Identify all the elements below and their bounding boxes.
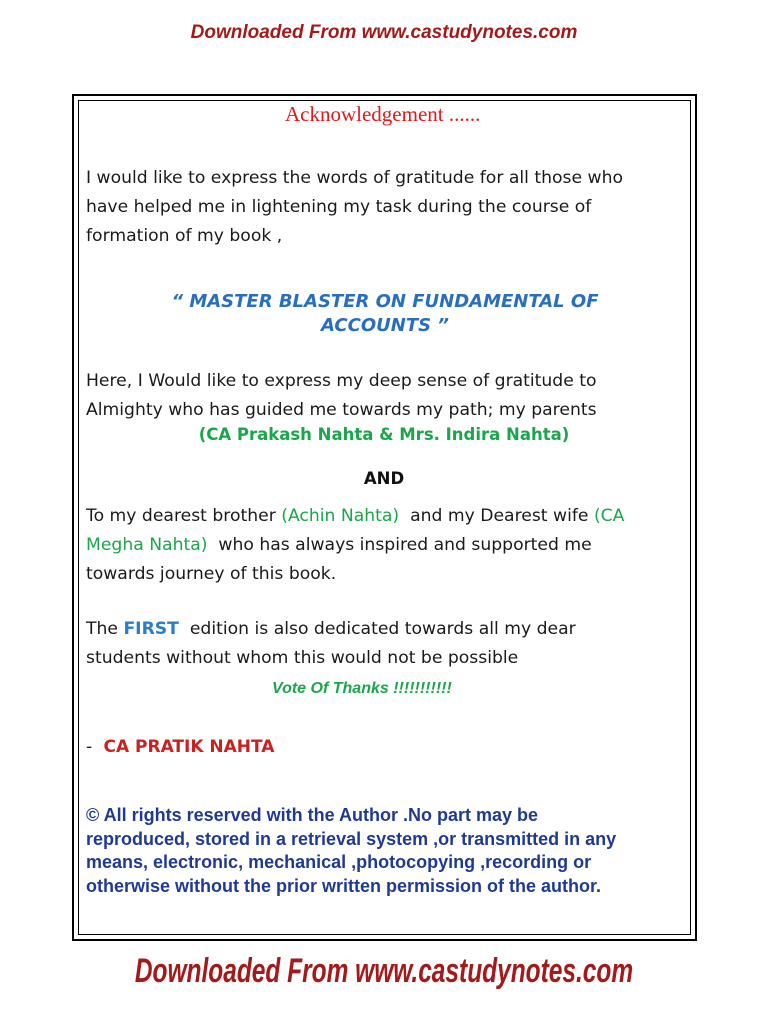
edition-line-2: students without whom this would not be possible <box>86 648 519 668</box>
book-title <box>110 290 660 338</box>
brother-name: (Achin Nahta) <box>281 506 400 526</box>
header-banner: Downloaded From www.castudynotes.com <box>190 22 578 43</box>
intro-paragraph <box>86 164 686 251</box>
copyright-notice <box>86 804 686 898</box>
wife-name-part-2: Megha Nahta) <box>86 535 208 555</box>
copyright-line-1: © All rights reserved with the Author .No part may be <box>86 805 539 825</box>
footer-banner: Downloaded From www.castudynotes.com <box>134 952 634 990</box>
and-label: AND <box>363 469 405 488</box>
gratitude-paragraph <box>86 367 686 425</box>
family-line-2 <box>86 531 686 560</box>
signature-dash: - <box>86 737 98 757</box>
copyright-line-3: means, electronic, mechanical ,photocopying ,recording or <box>86 852 592 872</box>
edition-paragraph <box>86 615 686 673</box>
intro-line-3: formation of my book , <box>86 226 283 246</box>
book-title-line-2: ACCOUNTS ” <box>321 315 449 336</box>
copyright-line-2: reproduced, stored in a retrieval system ,or transmitted in any <box>86 828 617 849</box>
parents-names: (CA Prakash Nahta & Mrs. Indira Nahta) <box>198 425 570 444</box>
family-paragraph <box>86 502 686 589</box>
intro-line-2: have helped me in lightening my task during the course of <box>86 197 592 217</box>
author-name: CA PRATIK NAHTA <box>97 737 275 757</box>
edition-line-1 <box>86 615 686 644</box>
edition-text-2: edition is also dedicated towards all my dear <box>178 619 576 639</box>
family-text-1: To my dearest brother <box>86 506 282 526</box>
first-edition-label: FIRST <box>123 619 179 639</box>
intro-line-1: I would like to express the words of gratitude for all those who <box>86 168 623 188</box>
gratitude-line-1: Here, I Would like to express my deep sense of gratitude to <box>86 371 597 391</box>
family-line-3: towards journey of this book. <box>86 564 337 584</box>
gratitude-line-2: Almighty who has guided me towards my path; my parents <box>86 400 597 420</box>
family-text-2: and my Dearest wife <box>399 506 594 526</box>
signature <box>86 737 274 757</box>
acknowledgement-heading: Acknowledgement ...... <box>285 102 481 126</box>
family-line-1 <box>86 502 686 531</box>
copyright-line-4: otherwise without the prior written permission of the author. <box>86 875 602 896</box>
edition-text-1: The <box>86 619 124 639</box>
book-title-line-1: “ MASTER BLASTER ON FUNDAMENTAL OF <box>171 291 599 312</box>
wife-name-part-1: (CA <box>593 506 625 526</box>
vote-of-thanks: Vote Of Thanks !!!!!!!!!!! <box>272 680 452 697</box>
family-text-3: who has always inspired and supported me <box>207 535 592 555</box>
